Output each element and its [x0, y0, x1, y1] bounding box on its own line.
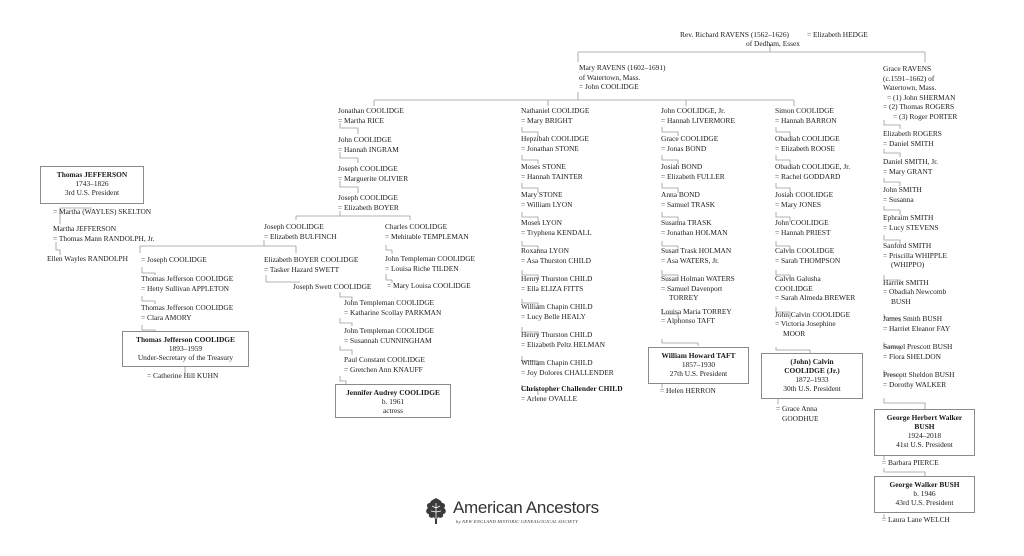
martha-jefferson: Martha JEFFERSON = Thomas Mann RANDOLPH, Jr. [53, 224, 155, 243]
tjc-spouse: = Catherine Hill KUHN [147, 371, 219, 380]
col-simon: Simon COOLIDGE = Hannah BARRON Obadiah COOLIDGE = Elizabeth ROOSE Obadiah COOLIDGE, Jr. = Rachel GODDARD Josiah COOLIDGE = Mary JONES John COOLIDGE = Hannah PRIEST Calvin COOLIDGE = Sarah THOMPSON Calvin Galusha COOLIDGE = Sarah Almeda BREWER John Calvin COOLIDGE = Victoria Josephine MOOR [775, 106, 856, 338]
ghwb-spouse: = Barbara PIERCE [882, 458, 939, 467]
jennifer-box: Jennifer Audrey COOLIDGE b. 1961 actress [335, 384, 451, 418]
jtc-cunningham: John Templeman COOLIDGE = Susannah CUNNINGHAM [344, 326, 435, 345]
mary-louisa: = Mary Louisa COOLIDGE [387, 281, 471, 290]
jefferson-box: Thomas JEFFERSON 1743–1826 3rd U.S. President [40, 166, 144, 204]
logo-subtitle: by NEW ENGLAND HISTORIC GENEALOGICAL SOCIETY [456, 519, 578, 524]
spouse-place: of Dedham, Essex [746, 39, 800, 48]
joseph-swett: Joseph Swett COOLIDGE [293, 282, 372, 291]
jefferson-spouse: = Martha (WAYLES) SKELTON [53, 207, 152, 216]
jtc-parkman: John Templeman COOLIDGE = Katharine Scollay PARKMAN [344, 298, 442, 317]
jtc-tilden: John Templeman COOLIDGE = Louisa Riche TILDEN [385, 254, 476, 273]
taft-box: William Howard TAFT 1857–1930 27th U.S. President [648, 347, 749, 384]
gwb-box: George Walker BUSH b. 1946 43rd U.S. President [874, 476, 975, 513]
col-grace: Elizabeth ROGERS = Daniel SMITH Daniel SMITH, Jr. = Mary GRANT John SMITH = Susanna Ephraim SMITH = Lucy STEVENS Sanford SMITH = Priscilla WHIPPLE (WHIPPO) Harriet SMITH = Obadiah Newcomb BUSH James Smith BUSH = Harriet Eleanor FAY Samuel Prescott BUSH = Flora SHELDON Prescott Sheldon BUSH = Dorothy WALKER [883, 129, 955, 389]
col-nathaniel: Nathaniel COOLIDGE = Mary BRIGHT Hepzibah COOLIDGE = Jonathan STONE Moses STONE = Hannah TAINTER Mary STONE = William LYON Moses LYON = Tryphena KENDALL Roxanna LYON = Asa Thurston CHILD Henry Thurston CHILD = Ella ELIZA FITTS William Chapin CHILD = Lucy Belle HEALY Henry Thurston CHILD = Elizabeth Peltz HELMAN William Chapin CHILD = Joy Dolores CHALLENDER Christopher Challender CHILD = Arlene OVALLE [521, 106, 623, 403]
paul-coolidge: Paul Constant COOLIDGE = Gretchen Ann KNAUFF [344, 355, 425, 374]
american-ancestors-logo [424, 497, 614, 527]
spouse-hedge: = Elizabeth HEDGE [807, 30, 868, 39]
logo-name: American Ancestors [453, 498, 599, 517]
gwb-spouse: = Laura Lane WELCH [882, 515, 950, 524]
oak-leaf-icon [424, 497, 448, 525]
grace-ravens: Grace RAVENS (c.1591–1662) of Watertown, Mass. = (1) John SHERMAN = (2) Thomas ROGERS = (3) Roger PORTER [883, 64, 958, 121]
calvin-spouse: = Grace Anna GOODHUE [776, 404, 819, 423]
col-john-jr: John COOLIDGE, Jr. = Hannah LIVERMORE Grace COOLIDGE = Jonas BOND Josiah BOND = Elizabeth FULLER Anna BOND = Samuel TRASK Susanna TRASK = Jonathan HOLMAN Susan Trask HOLMAN = Asa WATERS, Jr. Susan Holman WATERS = Samuel Davenport TORREY Louisa Maria TORREY = Alphonso TAFT [661, 106, 735, 325]
ellen-randolph: Ellen Wayles RANDOLPH [47, 254, 128, 263]
ancestor-ravens: Rev. Richard RAVENS (1562–1626) [680, 30, 790, 39]
taft-spouse: = Helen HERRON [660, 386, 716, 395]
charles-coolidge: Charles COOLIDGE = Mehitable TEMPLEMAN [385, 222, 469, 241]
joseph-bulfinch: Joseph COOLIDGE = Elizabeth BULFINCH [264, 222, 337, 241]
ellen-spouse: = Joseph COOLIDGE [141, 255, 207, 264]
col-jonathan: Jonathan COOLIDGE = Martha RICE John COOLIDGE = Hannah INGRAM Joseph COOLIDGE = Marguerite OLIVIER Joseph COOLIDGE = Elizabeth BOYER [338, 106, 409, 212]
mary-ravens: Mary RAVENS (1602–1691) of Watertown, Mass. = John COOLIDGE [579, 63, 666, 91]
ghwb-box: George Herbert Walker BUSH 1924–2018 41st U.S. President [874, 409, 975, 456]
tjc-box: Thomas Jefferson COOLIDGE 1893–1959 Under-Secretary of the Treasury [122, 331, 249, 367]
calvin-box: (John) Calvin COOLIDGE (Jr.) 1872–1933 30th U.S. President [761, 353, 863, 399]
swett: Elizabeth BOYER COOLIDGE = Tasker Hazard SWETT [264, 255, 359, 274]
tjc-1: Thomas Jefferson COOLIDGE = Hetty Sullivan APPLETON Thomas Jefferson COOLIDGE = Clara AMORY [141, 274, 234, 322]
